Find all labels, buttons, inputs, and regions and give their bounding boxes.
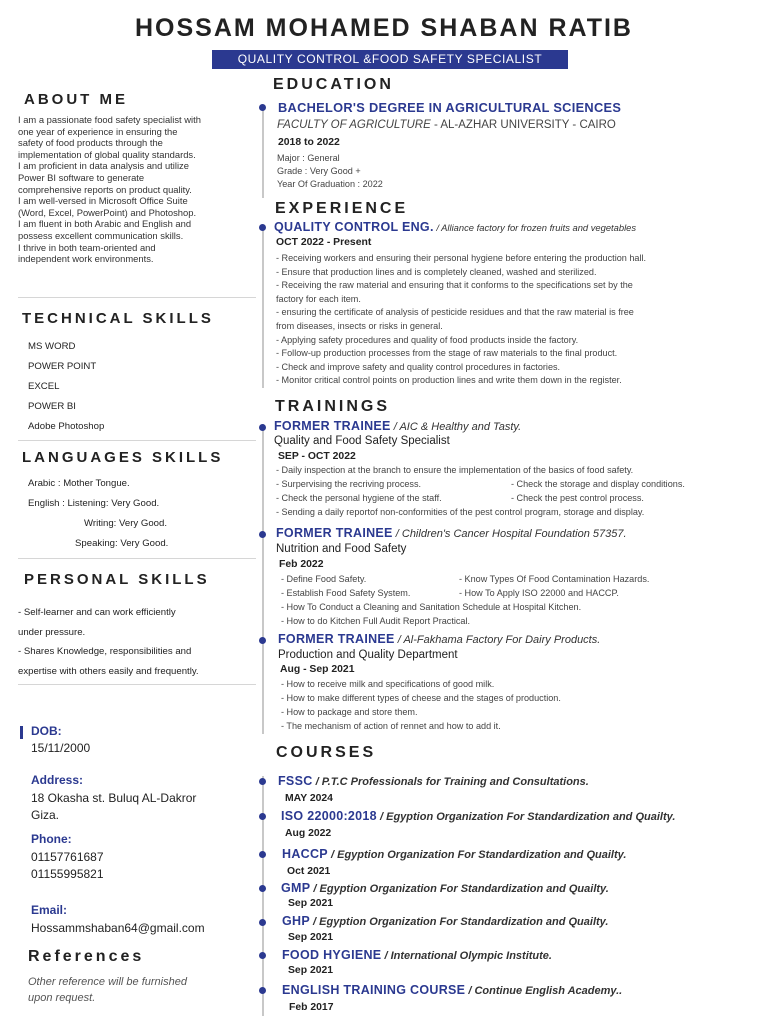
phone-label: Phone: xyxy=(31,832,72,846)
technical-skills-heading: TECHNICAL SKILLS xyxy=(22,310,214,327)
timeline-dot xyxy=(259,885,266,892)
duty-line: - ensuring the certificate of analysis of pesticide residues and that the raw material is free xyxy=(276,307,634,318)
timeline-line xyxy=(262,776,264,1016)
degree-title: BACHELOR'S DEGREE IN AGRICULTURAL SCIENCES xyxy=(278,100,622,115)
faculty-name: FACULTY OF AGRICULTURE xyxy=(277,119,431,131)
training-role: Quality and Food Safety Specialist xyxy=(274,435,450,447)
personal-line: - Shares Knowledge, responsibilities and xyxy=(18,646,192,657)
about-line: comprehensive reports on product quality. xyxy=(18,183,192,195)
language-english-listening: English : Listening: Very Good. xyxy=(28,498,160,509)
training-item xyxy=(278,632,600,646)
course-name: ENGLISH TRAINING COURSE xyxy=(282,983,466,997)
trainings-heading: TRAININGS xyxy=(275,398,390,415)
education-years: 2018 to 2022 xyxy=(278,137,340,148)
course-date: Aug 2022 xyxy=(285,828,332,839)
course-name: GHP xyxy=(282,914,310,928)
about-line: (Word, Excel, PowerPoint) and Photoshop. xyxy=(18,206,197,218)
duty-line: - Applying safety procedures and quality of food products inside the factory. xyxy=(276,334,579,345)
course-org: / P.T.C Professionals for Training and Consultations. xyxy=(312,776,589,788)
course-item xyxy=(281,881,609,895)
timeline-line xyxy=(262,226,264,388)
duty-line: - Follow-up production processes from the stage of raw materials to the final product. xyxy=(276,348,618,359)
training-org: / Al-Fakhama Factory For Dairy Products. xyxy=(394,634,601,646)
email-link[interactable]: Hossammshaban64@gmail.com xyxy=(31,921,205,935)
job-title: QUALITY CONTROL ENG. xyxy=(274,220,434,234)
section-divider xyxy=(18,440,256,441)
course-org: / Egyption Organization For Standardization and Quailty. xyxy=(327,849,627,861)
phone-number-1[interactable]: 01157761687 xyxy=(31,850,104,864)
duty-line: - Receiving the raw material and ensuring that it conforms to the specifications set by the xyxy=(276,280,633,291)
training-duty: - Check the personal hygiene of the staff. xyxy=(276,493,442,503)
education-heading: EDUCATION xyxy=(273,76,394,93)
about-line: I thrive in both team-oriented and xyxy=(18,241,156,253)
timeline-dot xyxy=(259,778,266,785)
training-duty: - Surpervising the recriving process. xyxy=(276,479,422,489)
training-org: / Children's Cancer Hospital Foundation 57357. xyxy=(392,528,627,540)
experience-heading: EXPERIENCE xyxy=(275,200,409,217)
references-line: upon request. xyxy=(28,992,96,1004)
course-item xyxy=(278,774,589,788)
course-item xyxy=(281,809,675,823)
duty-line: - Receiving workers and ensuring their personal hygiene before entering the production hall. xyxy=(276,253,647,263)
personal-line: under pressure. xyxy=(18,626,86,638)
about-line: I am proficient in data analysis and utilize xyxy=(18,160,189,172)
training-duty: - Check the pest control process. xyxy=(511,493,644,503)
training-duty: - How to receive milk and specifications of good milk. xyxy=(281,679,495,689)
personal-skills-heading: PERSONAL SKILLS xyxy=(24,571,210,588)
education-grade: Grade : Very Good + xyxy=(277,166,361,176)
duty-line: - Check and improve safety and quality control procedures in factories. xyxy=(276,361,561,372)
timeline-line xyxy=(262,424,264,734)
language-english-writing: Writing: Very Good. xyxy=(84,518,168,529)
duty-line: - Ensure that production lines and is completely cleaned, washed and sterilized. xyxy=(276,266,597,277)
section-divider xyxy=(18,684,256,685)
timeline-dot xyxy=(259,919,266,926)
experience-item xyxy=(274,220,636,234)
course-org: / Egyption Organization For Standardization and Quailty. xyxy=(310,883,609,895)
course-date: Sep 2021 xyxy=(288,965,334,976)
about-line: implementation of global quality standards. xyxy=(18,148,196,160)
about-line: I am fluent in both Arabic and English and xyxy=(18,218,192,230)
timeline-dot xyxy=(259,813,266,820)
about-line: I am a passionate food safety specialist with xyxy=(18,114,201,125)
timeline-dot xyxy=(259,531,266,538)
skill-item: Adobe Photoshop xyxy=(28,421,105,432)
timeline-line xyxy=(262,106,264,198)
courses-heading: COURSES xyxy=(276,744,377,761)
training-item xyxy=(276,526,627,540)
faculty-line xyxy=(277,119,616,131)
skill-item: POWER POINT xyxy=(28,361,97,372)
dob-value: 15/11/2000 xyxy=(31,741,91,755)
training-duty: - How to do Kitchen Full Audit Report Practical. xyxy=(281,616,471,626)
timeline-dot xyxy=(259,952,266,959)
course-date: Sep 2021 xyxy=(288,898,334,909)
about-line: one year of experience in ensuring the xyxy=(18,125,178,137)
timeline-dot xyxy=(259,851,266,858)
training-title: FORMER TRAINEE xyxy=(278,632,395,646)
training-duty: - How to package and store them. xyxy=(281,707,418,717)
job-company: / Alliance factory for frozen fruits and vegetables xyxy=(433,222,637,233)
course-item xyxy=(282,983,622,997)
training-duty: - Check the storage and display conditions. xyxy=(511,479,685,489)
about-line: safety of food products through the xyxy=(18,137,163,149)
personal-line: expertise with others easily and frequently. xyxy=(18,665,199,677)
course-date: Feb 2017 xyxy=(289,1002,334,1013)
training-role: Production and Quality Department xyxy=(278,649,458,661)
university-name: - AL-AZHAR UNIVERSITY - CAIRO xyxy=(430,119,616,131)
training-duty: - Sending a daily reportof non-conformities of the pest control program, storage and display. xyxy=(276,507,645,517)
accent-bar xyxy=(20,726,23,739)
training-title: FORMER TRAINEE xyxy=(276,526,393,540)
training-duty: - How To Conduct a Cleaning and Sanitation Schedule at Hospital Kitchen. xyxy=(281,602,582,612)
training-duty: - Know Types Of Food Contamination Hazards. xyxy=(459,574,650,584)
language-english-speaking: Speaking: Very Good. xyxy=(75,538,169,549)
references-line: Other reference will be furnished xyxy=(28,976,187,988)
address-label: Address: xyxy=(31,773,84,787)
about-line: possess excellent communication skills. xyxy=(18,229,184,241)
personal-line: - Self-learner and can work efficiently xyxy=(18,607,176,618)
experience-duties xyxy=(276,252,646,388)
course-name: HACCP xyxy=(282,847,328,861)
about-text xyxy=(18,114,258,265)
training-duty: - The mechanism of action of rennet and how to add it. xyxy=(281,721,501,731)
course-date: Sep 2021 xyxy=(288,932,334,943)
course-name: FSSC xyxy=(278,774,313,788)
address-line-1: 18 Okasha st. Buluq AL-Dakror xyxy=(31,791,197,805)
education-major: Major : General xyxy=(277,153,340,163)
course-item xyxy=(282,847,626,861)
languages-heading: LANGUAGES SKILLS xyxy=(22,449,224,466)
training-duty: - Daily inspection at the branch to ensure the implementation of the basics of food safety. xyxy=(276,465,634,475)
timeline-dot xyxy=(259,987,266,994)
training-title: FORMER TRAINEE xyxy=(274,419,391,433)
personal-skills-text xyxy=(18,603,199,681)
course-item xyxy=(282,948,552,962)
education-graduation: Year Of Graduation : 2022 xyxy=(277,179,383,189)
course-name: ISO 22000:2018 xyxy=(281,809,377,823)
course-org: / Continue English Academy.. xyxy=(465,985,623,997)
training-duty: - How To Apply ISO 22000 and HACCP. xyxy=(459,588,619,598)
course-item xyxy=(282,914,608,928)
course-org: / Egyption Organization For Standardization and Quailty. xyxy=(376,811,676,823)
training-date: Aug - Sep 2021 xyxy=(280,664,355,675)
timeline-dot xyxy=(259,424,266,431)
timeline-dot xyxy=(259,637,266,644)
about-line: I am well-versed in Microsoft Office Suite xyxy=(18,195,188,207)
duty-line: from diseases, insects or risks in general. xyxy=(276,320,443,331)
course-name: GMP xyxy=(281,881,311,895)
language-arabic: Arabic : Mother Tongue. xyxy=(28,478,130,489)
training-duty: - How to make different types of cheese and the stages of production. xyxy=(281,693,561,703)
skill-item: EXCEL xyxy=(28,381,60,392)
course-org: / Egyption Organization For Standardization and Quailty. xyxy=(310,916,609,928)
references-heading: References xyxy=(28,948,145,965)
dob-label: DOB: xyxy=(31,724,62,738)
candidate-name: HOSSAM MOHAMED SHABAN RATIB xyxy=(135,14,633,42)
training-org: / AIC & Healthy and Tasty. xyxy=(390,421,522,433)
timeline-dot xyxy=(259,224,266,231)
about-line: independent work environments. xyxy=(18,253,154,265)
email-label: Email: xyxy=(31,903,68,917)
job-date: OCT 2022 - Present xyxy=(276,237,372,248)
training-date: SEP - OCT 2022 xyxy=(278,451,356,462)
job-title-banner: QUALITY CONTROL &FOOD SAFETY SPECIALIST xyxy=(212,50,568,69)
training-duty: - Establish Food Safety System. xyxy=(281,588,411,598)
training-duty: - Define Food Safety. xyxy=(281,574,367,584)
timeline-dot xyxy=(259,104,266,111)
course-date: Oct 2021 xyxy=(287,866,331,877)
address-line-2: Giza. xyxy=(31,808,60,822)
course-name: FOOD HYGIENE xyxy=(282,948,382,962)
training-item xyxy=(274,419,521,433)
training-date: Feb 2022 xyxy=(279,559,324,570)
course-org: / International Olympic Institute. xyxy=(381,950,552,962)
phone-number-2[interactable]: 01155995821 xyxy=(31,867,104,881)
about-line: Power BI software to generate xyxy=(18,171,145,183)
skill-item: MS WORD xyxy=(28,341,76,352)
training-role: Nutrition and Food Safety xyxy=(276,543,407,555)
duty-line: factory for each item. xyxy=(276,293,361,304)
course-date: MAY 2024 xyxy=(285,793,333,804)
section-divider xyxy=(18,297,256,298)
section-divider xyxy=(18,558,256,559)
skill-item: POWER BI xyxy=(28,401,76,412)
about-heading: ABOUT ME xyxy=(24,91,128,108)
duty-line: - Monitor critical control points on production lines and write them down in the register. xyxy=(276,375,622,386)
references-text xyxy=(28,974,187,1006)
